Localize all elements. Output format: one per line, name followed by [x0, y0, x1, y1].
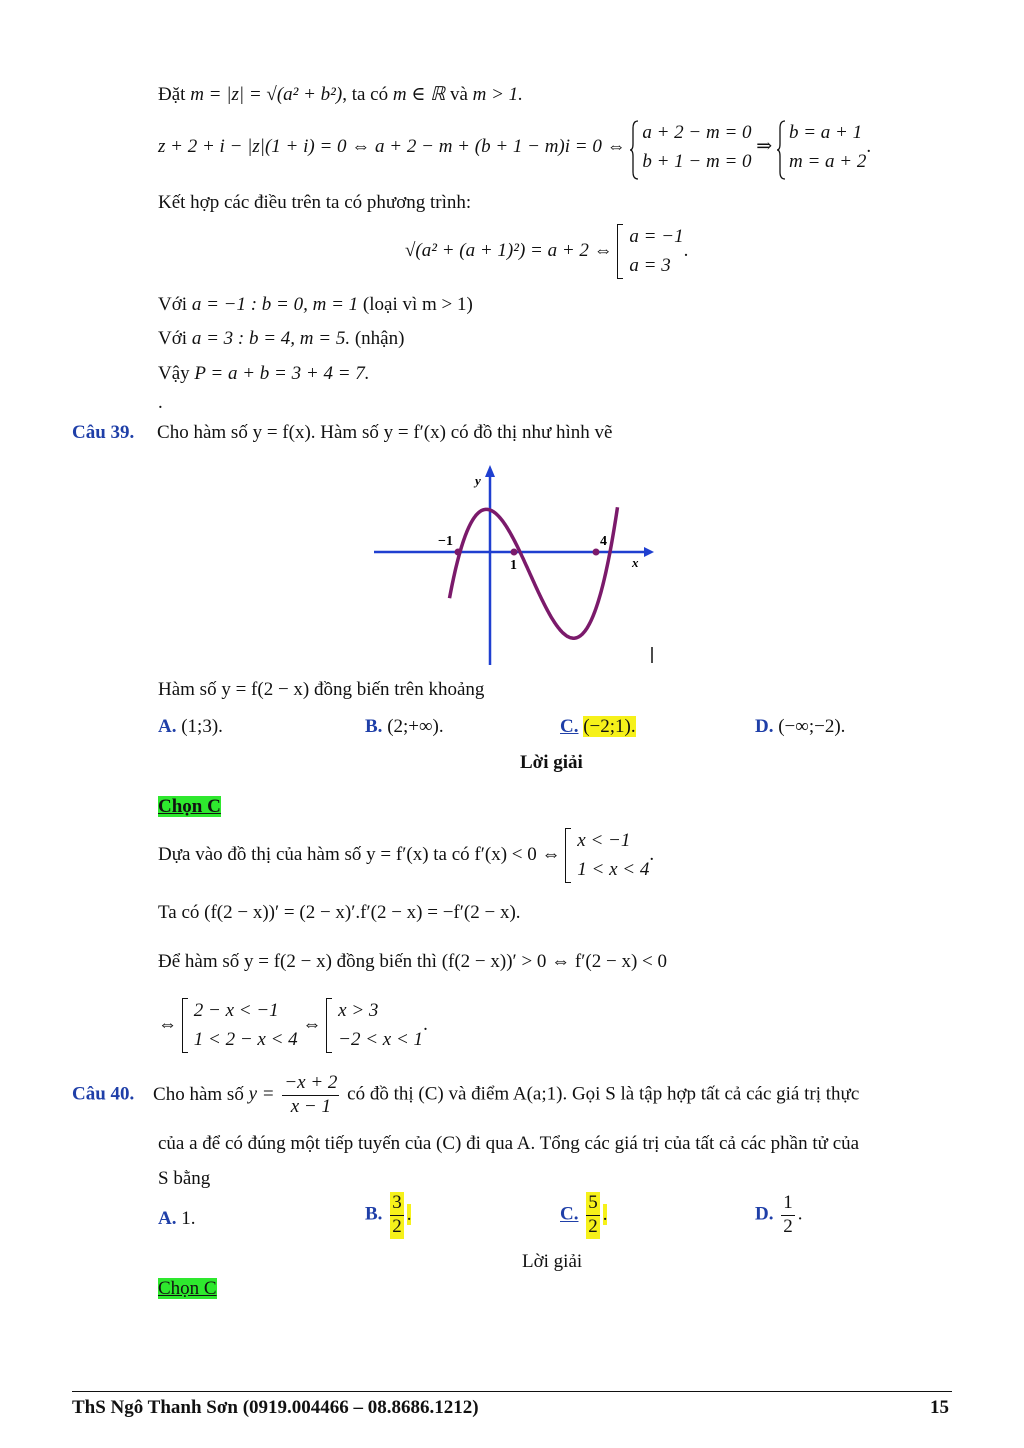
question-text: có đồ thị (C) và điểm A(a;1). Gọi S là tập hợp tất cả các giá trị thực: [347, 1083, 860, 1105]
math: m = |z| = √(a² + b²): [190, 84, 343, 105]
option-key: B.: [365, 716, 383, 737]
y-axis-arrow-icon: [485, 465, 495, 477]
system-row: b + 1 − m = 0: [642, 151, 752, 173]
case-row: 1 < 2 − x < 4: [193, 1029, 298, 1051]
derivative-graph: [370, 455, 660, 670]
option-fraction: [586, 1192, 600, 1239]
math: m > 1.: [472, 84, 523, 105]
brace-icon: [777, 120, 786, 180]
math: a = 3 : b = 4, m = 5.: [191, 328, 351, 349]
option-value: 1.: [181, 1208, 196, 1229]
math: m ∈ ℝ: [392, 84, 446, 105]
denominator: 2: [392, 1215, 402, 1237]
equation: z + 2 + i − |z|(1 + i) = 0 ⇔ a + 2 − m + (b + 1 − m)i = 0 ⇔: [158, 135, 626, 157]
q40-solution-title: Lời giải: [522, 1251, 583, 1272]
q40-option-b[interactable]: B. $\frac{3}{2}$ .: [365, 1192, 412, 1237]
question-label: Câu 39.: [72, 422, 135, 443]
text: Với: [158, 294, 188, 315]
cases: [326, 996, 423, 1055]
option-fraction: [390, 1192, 404, 1239]
option-value: (−∞;−2).: [778, 716, 846, 737]
q39-prompt: [158, 679, 484, 702]
intro-line-6: [158, 328, 404, 351]
root-point: [455, 549, 462, 556]
q39-option-c[interactable]: [560, 716, 636, 739]
question-39: [72, 422, 612, 445]
q40-line-2: của a để có đúng một tiếp tuyến của (C) đi qua A. Tổng các giá trị của tất cả các phần tử của: [158, 1133, 860, 1154]
implies: ⇒: [756, 135, 773, 157]
option-key: D.: [755, 1203, 774, 1225]
q40-option-d[interactable]: D. $\frac{1}{2}$ .: [755, 1192, 803, 1237]
system-row: a + 2 − m = 0: [642, 122, 752, 143]
text: Vậy: [158, 363, 190, 384]
f-prime-curve: [450, 507, 618, 638]
q40-line-3: S bằng: [158, 1168, 211, 1189]
text: Với: [158, 328, 188, 349]
system-row: b = a + 1: [788, 122, 863, 143]
case-row: a = −1: [629, 226, 684, 247]
option-fraction: [781, 1192, 795, 1239]
x-axis-arrow-icon: [644, 547, 654, 557]
tick-label-4: 4: [600, 534, 607, 549]
equation: √(a² + (a + 1)²) = a + 2 ⇔: [405, 239, 613, 261]
q40-option-c[interactable]: C. $\frac{5}{2}$ .: [560, 1192, 608, 1237]
option-key: C.: [560, 716, 579, 737]
denominator: 2: [588, 1215, 598, 1237]
numerator: 5: [586, 1192, 600, 1216]
text: và: [449, 84, 468, 105]
q39-solution-line-3: Để hàm số y = f(2 − x) đồng biến thì (f(2 − x))′ > 0 ⇔ f′(2 − x) < 0: [158, 951, 667, 972]
q40-chosen: [158, 1278, 217, 1301]
text: (nhận): [354, 328, 405, 349]
option-key: B.: [365, 1203, 383, 1225]
tick-label-1: 1: [510, 558, 517, 573]
numerator: 3: [390, 1192, 404, 1216]
math: P = a + b = 3 + 4 = 7.: [194, 363, 370, 384]
q39-option-b[interactable]: [365, 716, 444, 739]
q39-solution-line-4: ⇔ 2 − x < −1 1 < 2 − x < 4 ⇔ x > 3 −2 < x < 1 .: [158, 996, 428, 1055]
bracket-icon: [182, 998, 188, 1053]
option-key: A.: [158, 1208, 177, 1229]
option-value: (−2;1).: [583, 716, 636, 737]
q39-option-a[interactable]: [158, 716, 223, 739]
case-row: x < −1: [577, 830, 631, 851]
fraction: [282, 1072, 339, 1119]
q39-solution-line-2: Ta có (f(2 − x))′ = (2 − x)′.f′(2 − x) = −f′(2 − x).: [158, 902, 521, 923]
cases: [182, 996, 298, 1055]
brace-icon: [630, 120, 639, 180]
cases: [565, 826, 649, 885]
numerator: −x + 2: [282, 1072, 339, 1096]
footer-rule: [72, 1391, 952, 1392]
intro-line-4: √(a² + (a + 1)²) = a + 2 ⇔ a = −1 a = 3 .: [405, 222, 688, 281]
x-axis-label: x: [632, 555, 639, 570]
case-row: a = 3: [629, 255, 671, 277]
case-row: −2 < x < 1: [338, 1029, 424, 1051]
intro-line-3: Kết hợp các điều trên ta có phương trình:: [158, 192, 472, 213]
tick-label-neg1: −1: [438, 534, 453, 549]
bracket-icon: [617, 224, 623, 279]
intro-line-2: z + 2 + i − |z|(1 + i) = 0 ⇔ a + 2 − m + (b + 1 − m)i = 0 ⇔ a + 2 − m = 0 b + 1 − m = 0 ⇒ b = a + 1 m = a + 2 .: [158, 118, 871, 177]
text: (loại vì m > 1): [362, 294, 473, 315]
q39-chosen: [158, 796, 221, 819]
system-2: [777, 118, 866, 177]
case-row: 2 − x < −1: [193, 1000, 279, 1021]
text: Dựa vào đồ thị của hàm số y = f′(x) ta có f′(x) < 0 ⇔: [158, 843, 561, 865]
question-label: Câu 40.: [72, 1083, 135, 1105]
denominator: 2: [783, 1215, 793, 1237]
q39-option-d[interactable]: [755, 716, 845, 739]
numerator: 1: [781, 1192, 795, 1216]
footer-author: ThS Ngô Thanh Sơn (0919.004466 – 08.8686.1212): [72, 1397, 479, 1418]
chosen-answer: Chọn C: [158, 796, 221, 817]
system-1: [630, 118, 751, 177]
text: Đặt: [158, 84, 186, 105]
root-point: [511, 549, 518, 556]
case-row: 1 < x < 4: [577, 859, 650, 881]
option-value: (2;+∞).: [387, 716, 444, 737]
page-number: 15: [930, 1397, 949, 1418]
intro-dot: .: [158, 392, 163, 413]
q39-solution-line-1: Dựa vào đồ thị của hàm số y = f′(x) ta có f′(x) < 0 ⇔ x < −1 1 < x < 4 .: [158, 826, 654, 885]
intro-line-5: [158, 294, 473, 317]
equivalent: ⇔: [158, 1013, 177, 1035]
bracket-icon: [565, 828, 571, 883]
intro-line-7: [158, 363, 370, 386]
option-key: A.: [158, 716, 177, 737]
bracket-icon: [326, 998, 332, 1053]
math: a = −1 : b = 0, m = 1: [191, 294, 359, 315]
prompt-text: Hàm số y = f(2 − x) đồng biến trên khoảng: [158, 679, 485, 700]
case-row: x > 3: [338, 1000, 379, 1021]
chosen-answer: Chọn C: [158, 1278, 217, 1299]
option-key: C.: [560, 1203, 579, 1225]
denominator: x − 1: [290, 1095, 332, 1117]
intro-line-1: [158, 84, 523, 107]
cases: [617, 222, 683, 281]
question-text: Cho hàm số: [153, 1083, 244, 1105]
option-value: (1;3).: [181, 716, 223, 737]
text: , ta có: [342, 84, 389, 105]
system-row: m = a + 2: [788, 151, 867, 173]
root-point: [593, 549, 600, 556]
equivalent: ⇔: [302, 1013, 322, 1035]
q40-option-a[interactable]: [158, 1208, 195, 1231]
y-axis-label: y: [475, 473, 481, 488]
question-40: Câu 40. Cho hàm số y = $\frac{-x + 2}{x - 1}$ có đồ thị (C) và điểm A(a;1). Gọi S là tập hợp tất cả các giá trị thực: [72, 1072, 860, 1117]
question-text: Cho hàm số y = f(x). Hàm số y = f′(x) có đồ thị như hình vẽ: [157, 422, 613, 443]
q39-solution-title: Lời giải: [520, 752, 583, 773]
option-key: D.: [755, 716, 774, 737]
